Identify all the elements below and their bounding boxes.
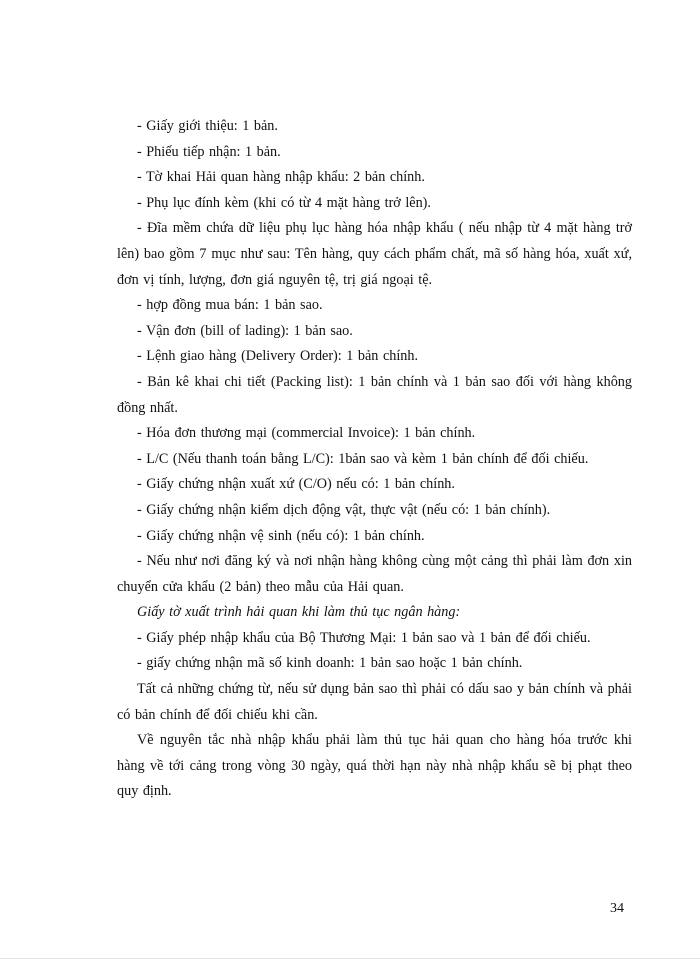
document-body [117,114,632,805]
paragraph-dia-mem: - Đĩa mềm chứa dữ liệu phụ lục hàng hóa nhập khẩu ( nếu nhập từ 4 mặt hàng trở lên) bao gồm 7 mục như sau: Tên hàng, quy cách phẩm chất, mã số hàng hóa, xuất xứ, đơn vị tính, lượng, đơn giá nguyên tệ, trị giá ngoại tệ. [117,220,632,288]
paragraph-chuyen-cua-khau: - Nếu như nơi đăng ký và nơi nhận hàng không cùng một cảng thì phải làm đơn xin chuyển cửa khẩu (2 bản) theo mẫu của Hải quan. [117,553,632,595]
paragraph-phu-luc: - Phụ lục đính kèm (khi có từ 4 mặt hàng trở lên). [137,194,431,211]
paragraph-phieu-tiep-nhan: - Phiếu tiếp nhận: 1 bản. [137,143,281,160]
paragraph-ve-sinh: - Giấy chứng nhận vệ sinh (nếu có): 1 bản chính. [137,527,425,544]
paragraph-kiem-dich: - Giấy chứng nhận kiểm dịch động vật, thực vật (nếu có: 1 bản chính). [137,501,551,518]
paragraph-packing-list: - Bản kê khai chi tiết (Packing list): 1 bản chính và 1 bản sao đối với hàng không đồng nhất. [117,373,632,416]
paragraph-nguyen-tac: Về nguyên tắc nhà nhập khẩu phải làm thủ tục hải quan cho hàng hóa trước khi hàng về tới cảng trong vòng 30 ngày, quá thời hạn này nhà nhập khẩu sẽ bị phạt theo quy định. [117,732,632,800]
paragraph-lc: - L/C (Nếu thanh toán bằng L/C): 1bản sao và kèm 1 bản chính để đối chiếu. [137,450,589,467]
paragraph-giay-phep: - Giấy phép nhập khẩu của Bộ Thương Mại: 1 bản sao và 1 bản để đối chiếu. [137,629,591,646]
page-bottom-divider [0,958,700,959]
paragraph-co: - Giấy chứng nhận xuất xứ (C/O) nếu có: 1 bản chính. [137,476,455,493]
paragraph-to-khai: - Tờ khai Hải quan hàng nhập khẩu: 2 bản chính. [137,169,425,186]
paragraph-lenh-giao-hang: - Lệnh giao hàng (Delivery Order): 1 bản chính. [137,348,419,365]
paragraph-hop-dong: - hợp đồng mua bán: 1 bản sao. [137,297,323,314]
page-number: 34 [610,901,624,916]
paragraph-hoa-don: - Hóa đơn thương mại (commercial Invoice): 1 bản chính. [137,425,476,442]
paragraph-ma-so-kinh-doanh: - giấy chứng nhận mã số kinh doanh: 1 bản sao hoặc 1 bản chính. [137,655,523,672]
paragraph-ban-sao: Tất cả những chứng từ, nếu sử dụng bản sao thì phải có dấu sao y bản chính và phải có bản chính để đối chiếu khi cần. [117,681,632,723]
paragraph-gioi-thieu: - Giấy giới thiệu: 1 bản. [137,118,278,134]
section-heading-ngan-hang: Giấy tờ xuất trình hải quan khi làm thủ tục ngân hàng: [137,604,461,621]
paragraph-van-don: - Vận đơn (bill of lading): 1 bản sao. [137,322,353,339]
